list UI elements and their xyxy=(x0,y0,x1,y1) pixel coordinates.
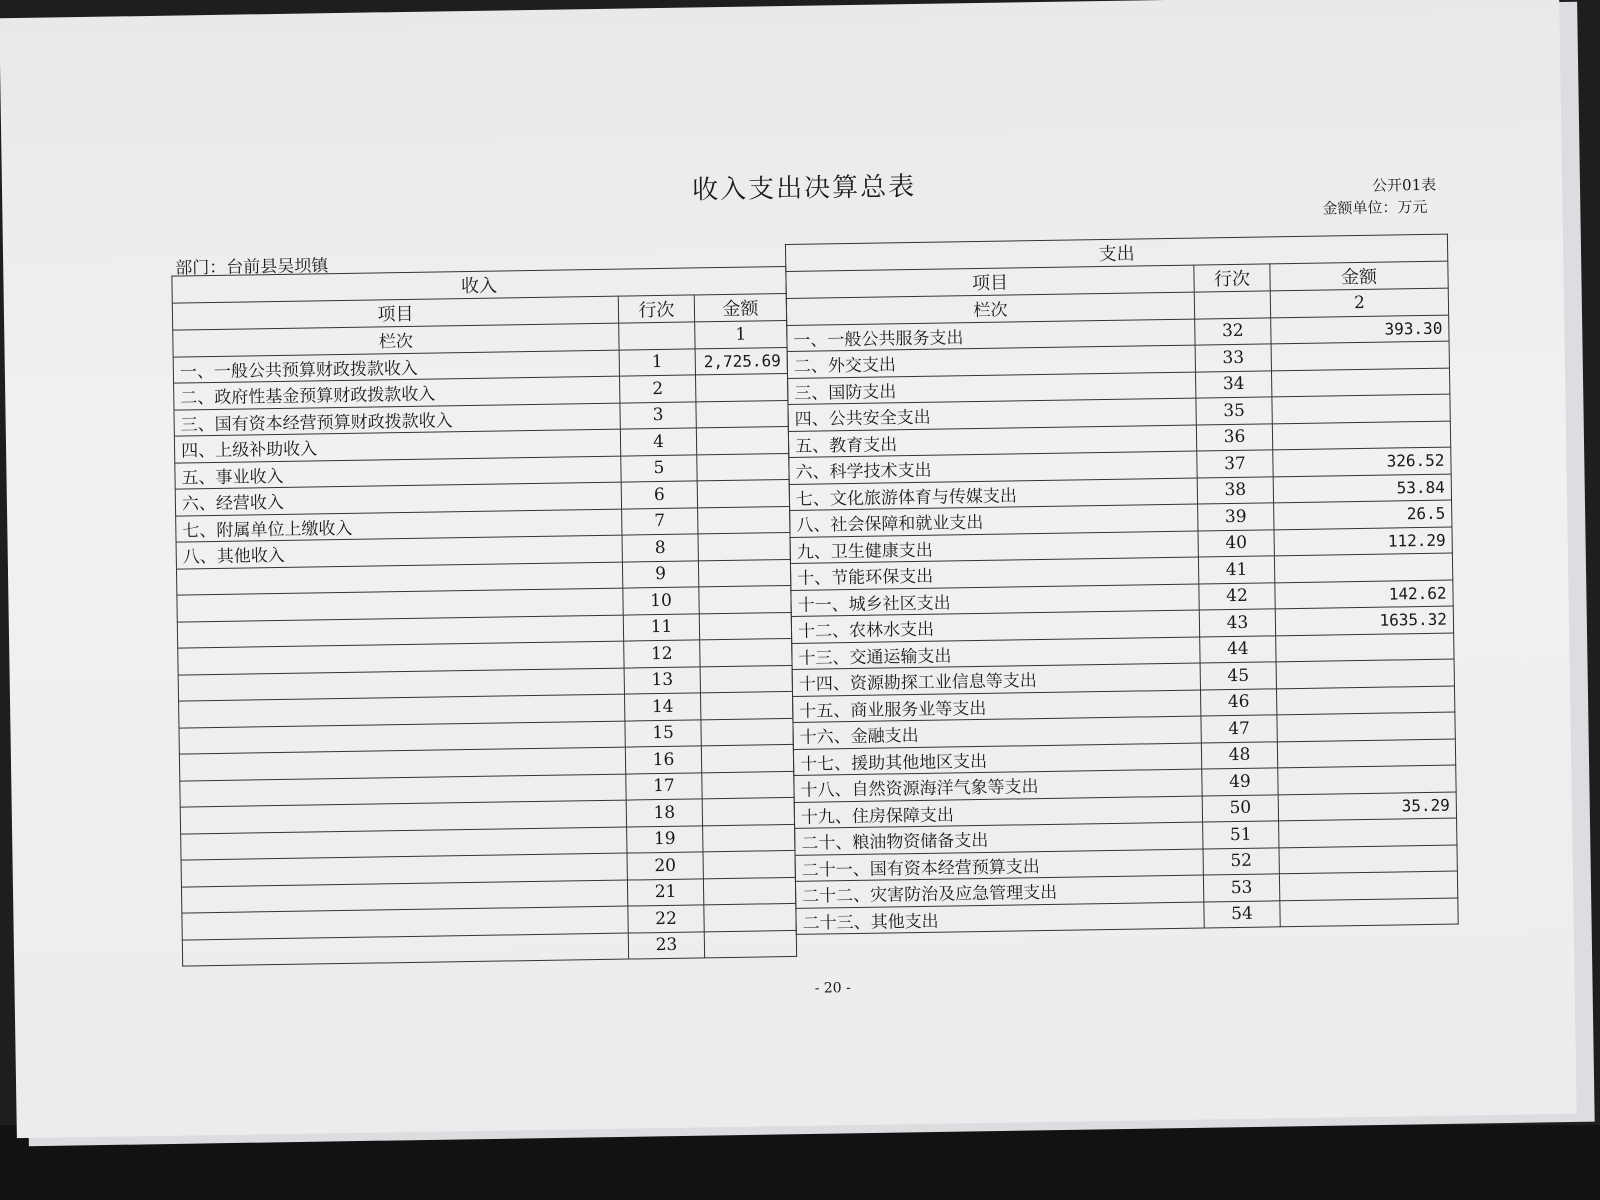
expense-item-cell: 三、国防支出 xyxy=(788,372,1196,405)
income-row-cell: 12 xyxy=(624,640,700,668)
income-header: 收入 xyxy=(172,266,786,303)
income-col-item: 项目 xyxy=(172,296,618,330)
expense-item-cell: 十、节能环保支出 xyxy=(790,557,1198,590)
expense-item-cell: 二十、粮油物资储备支出 xyxy=(795,822,1203,855)
income-row-cell: 14 xyxy=(624,693,700,721)
expense-item-cell: 十三、交通运输支出 xyxy=(792,637,1200,670)
document-title: 收入支出决算总表 xyxy=(691,171,917,206)
income-amount-cell xyxy=(703,824,795,852)
income-index-amount: 1 xyxy=(695,320,787,348)
expense-item-cell: 十八、自然资源海洋气象等支出 xyxy=(794,769,1202,802)
expense-amount-cell xyxy=(1274,553,1452,582)
income-amount-cell xyxy=(698,506,790,534)
income-row-cell: 3 xyxy=(620,401,696,429)
income-row-cell: 9 xyxy=(622,560,698,588)
expense-amount-cell xyxy=(1272,394,1450,423)
expense-item-cell: 十二、农林水支出 xyxy=(791,610,1199,643)
income-col-amount: 金额 xyxy=(694,293,786,321)
income-item-cell: 五、事业收入 xyxy=(175,456,621,490)
expense-amount-cell xyxy=(1279,871,1457,900)
income-row-cell: 5 xyxy=(621,454,697,482)
expense-row-cell: 43 xyxy=(1199,609,1275,637)
income-item-cell: 四、上级补助收入 xyxy=(174,429,620,463)
expense-amount-cell xyxy=(1271,341,1449,370)
income-amount-cell xyxy=(698,532,790,560)
income-row-cell: 16 xyxy=(625,746,701,774)
expense-amount-cell: 142.62 xyxy=(1275,580,1453,609)
expense-row-cell: 47 xyxy=(1201,715,1277,743)
expense-col-item: 项目 xyxy=(786,265,1194,298)
income-row-cell: 4 xyxy=(620,428,696,456)
income-row-cell: 22 xyxy=(628,905,704,933)
income-row-cell: 11 xyxy=(623,613,699,641)
expense-col-row: 行次 xyxy=(1194,264,1270,292)
income-row-cell: 6 xyxy=(621,481,697,509)
expense-row-cell: 42 xyxy=(1199,582,1275,610)
income-item-cell: 八、其他收入 xyxy=(176,535,622,569)
income-amount-cell xyxy=(698,559,790,587)
expense-item-cell: 六、科学技术支出 xyxy=(789,451,1197,484)
income-index-label: 栏次 xyxy=(173,323,619,357)
income-row-cell: 15 xyxy=(625,719,701,747)
expense-index-label: 栏次 xyxy=(786,292,1194,325)
expense-item-cell: 十一、城乡社区支出 xyxy=(791,584,1199,617)
expense-amount-cell: 35.29 xyxy=(1278,792,1456,821)
expense-amount-cell xyxy=(1279,818,1457,847)
expense-item-cell: 二十二、灾害防治及应急管理支出 xyxy=(795,875,1203,908)
income-item-cell: 二、政府性基金预算财政拨款收入 xyxy=(174,376,620,410)
expense-item-cell: 七、文化旅游体育与传媒支出 xyxy=(789,478,1197,511)
page-number: - 20 - xyxy=(814,980,851,997)
income-amount-cell xyxy=(697,453,789,481)
expense-table xyxy=(785,234,1459,935)
expense-row-cell: 46 xyxy=(1200,688,1276,716)
income-item-cell: 七、附属单位上缴收入 xyxy=(176,509,622,543)
expense-row-cell: 50 xyxy=(1202,794,1278,822)
expense-amount-cell: 112.29 xyxy=(1274,527,1452,556)
income-amount-cell xyxy=(702,797,794,825)
income-amount-cell xyxy=(702,771,794,799)
expense-amount-cell xyxy=(1280,898,1458,927)
expense-amount-cell xyxy=(1276,659,1454,688)
income-row-cell: 20 xyxy=(627,852,703,880)
expense-row-cell: 37 xyxy=(1197,450,1273,478)
income-row-cell: 7 xyxy=(622,507,698,535)
expense-row-cell: 35 xyxy=(1196,397,1272,425)
expense-row-cell: 40 xyxy=(1198,529,1274,557)
expense-row-cell: 44 xyxy=(1200,635,1276,663)
expense-item-cell: 十五、商业服务业等支出 xyxy=(793,690,1201,723)
expense-row-cell: 52 xyxy=(1203,847,1279,875)
expense-row-cell: 34 xyxy=(1195,370,1271,398)
income-row-cell: 13 xyxy=(624,666,700,694)
expense-item-cell: 十七、援助其他地区支出 xyxy=(793,743,1201,776)
income-item-cell: 一、一般公共预算财政拨款收入 xyxy=(173,350,619,384)
expense-item-cell: 四、公共安全支出 xyxy=(788,398,1196,431)
income-item-cell: 三、国有资本经营预算财政拨款收入 xyxy=(174,403,620,437)
expense-amount-cell xyxy=(1276,633,1454,662)
expense-amount-cell xyxy=(1271,368,1449,397)
expense-header: 支出 xyxy=(785,234,1447,271)
expense-amount-cell: 1635.32 xyxy=(1275,606,1453,635)
expense-item-cell: 十四、资源勘探工业信息等支出 xyxy=(792,663,1200,696)
income-amount-cell xyxy=(704,930,796,958)
income-amount-cell xyxy=(699,612,791,640)
income-index-row-cell xyxy=(619,322,695,350)
expense-amount-cell xyxy=(1278,765,1456,794)
expense-amount-cell xyxy=(1277,739,1455,768)
expense-row-cell: 33 xyxy=(1195,344,1271,372)
income-row-cell: 23 xyxy=(628,931,704,959)
income-amount-cell xyxy=(703,850,795,878)
expense-amount-cell xyxy=(1276,686,1454,715)
expense-row-cell: 39 xyxy=(1198,503,1274,531)
expense-amount-cell xyxy=(1277,712,1455,741)
expense-index-row-cell xyxy=(1194,291,1270,319)
income-row-cell: 19 xyxy=(627,825,703,853)
expense-row-cell: 36 xyxy=(1196,423,1272,451)
income-amount-cell xyxy=(700,665,792,693)
income-row-cell: 18 xyxy=(626,799,702,827)
amount-unit: 金额单位：万元 xyxy=(1322,197,1428,218)
expense-item-cell: 二十三、其他支出 xyxy=(796,902,1204,935)
expense-index-amount: 2 xyxy=(1270,288,1448,317)
expense-amount-cell: 393.30 xyxy=(1271,315,1449,344)
expense-row-cell: 48 xyxy=(1201,741,1277,769)
expense-amount-cell: 53.84 xyxy=(1273,474,1451,503)
expense-item-cell: 一、一般公共服务支出 xyxy=(787,319,1195,352)
income-amount-cell xyxy=(700,638,792,666)
expense-item-cell: 二、外交支出 xyxy=(787,345,1195,378)
expense-row-cell: 53 xyxy=(1203,874,1279,902)
department-label: 部门：台前县吴坝镇 xyxy=(175,256,329,279)
expense-amount-cell: 326.52 xyxy=(1273,447,1451,476)
expense-item-cell: 五、教育支出 xyxy=(788,425,1196,458)
expense-row-cell: 38 xyxy=(1197,476,1273,504)
income-row-cell: 17 xyxy=(626,772,702,800)
income-amount-cell xyxy=(701,744,793,772)
expense-row-cell: 45 xyxy=(1200,662,1276,690)
income-row-cell: 21 xyxy=(627,878,703,906)
expense-row-cell: 51 xyxy=(1203,821,1279,849)
income-amount-cell: 2,725.69 xyxy=(695,347,787,375)
income-amount-cell xyxy=(696,400,788,428)
income-row-cell: 10 xyxy=(623,587,699,615)
expense-item-cell: 九、卫生健康支出 xyxy=(790,531,1198,564)
income-item-cell xyxy=(182,933,628,967)
expense-item-cell: 二十一、国有资本经营预算支出 xyxy=(795,849,1203,882)
income-table xyxy=(171,266,797,967)
income-row-cell: 8 xyxy=(622,534,698,562)
form-number: 公开01表 xyxy=(1371,175,1437,195)
expense-amount-cell: 26.5 xyxy=(1274,500,1452,529)
income-amount-cell xyxy=(703,877,795,905)
income-amount-cell xyxy=(701,718,793,746)
income-row-cell: 2 xyxy=(619,375,695,403)
expense-row-cell: 49 xyxy=(1202,768,1278,796)
summary-table xyxy=(171,234,1459,1006)
expense-amount-cell xyxy=(1279,845,1457,874)
income-amount-cell xyxy=(704,903,796,931)
income-amount-cell xyxy=(700,691,792,719)
expense-item-cell: 八、社会保障和就业支出 xyxy=(790,504,1198,537)
expense-amount-cell xyxy=(1272,421,1450,450)
expense-item-cell: 十九、住房保障支出 xyxy=(794,796,1202,829)
expense-item-cell: 十六、金融支出 xyxy=(793,716,1201,749)
expense-row-cell: 54 xyxy=(1204,900,1280,928)
income-amount-cell xyxy=(696,426,788,454)
income-item-cell: 六、经营收入 xyxy=(175,482,621,516)
income-amount-cell xyxy=(697,479,789,507)
income-row-cell: 1 xyxy=(619,348,695,376)
expense-col-amount: 金额 xyxy=(1270,261,1448,291)
expense-row-cell: 32 xyxy=(1195,317,1271,345)
income-col-row: 行次 xyxy=(618,295,694,323)
income-amount-cell xyxy=(695,373,787,401)
income-amount-cell xyxy=(699,585,791,613)
expense-row-cell: 41 xyxy=(1198,556,1274,584)
